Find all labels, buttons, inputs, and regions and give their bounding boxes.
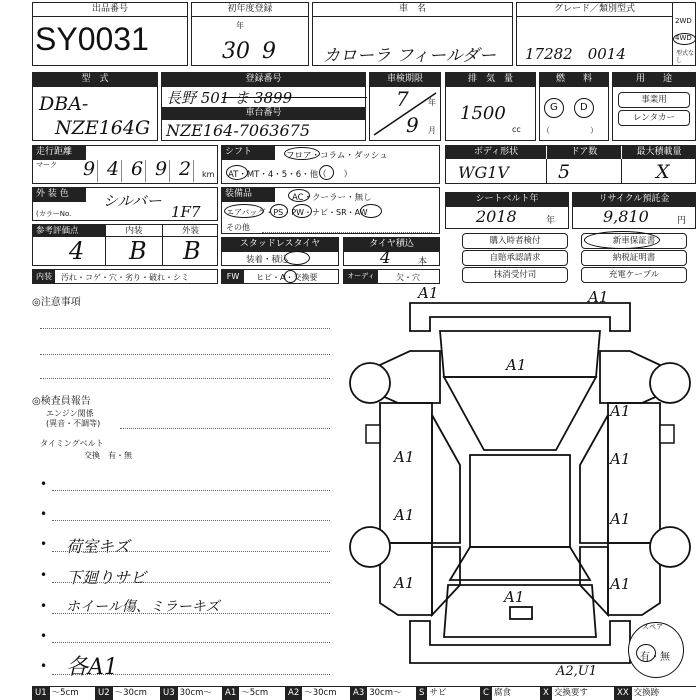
digit-divider	[169, 160, 170, 182]
first-registration-box	[191, 2, 309, 66]
studless-box	[221, 237, 339, 266]
legend-key: A1	[222, 686, 239, 700]
legend-value: 〜5cm	[241, 688, 269, 698]
caution-label: ◎注意事項	[32, 297, 81, 308]
fw-label: FW	[222, 270, 244, 283]
audio-text: 欠・穴	[396, 273, 420, 282]
capacity-label: 最大積載量	[621, 146, 696, 159]
lot-number-box	[32, 2, 188, 66]
inspection-year-unit: 年	[428, 98, 436, 107]
model-label: 型 式	[33, 73, 157, 87]
note-line	[40, 354, 330, 355]
inspection-month-unit: 月	[428, 126, 436, 135]
drive-column	[672, 3, 696, 65]
interior-condition-label: 内装	[33, 270, 55, 283]
equip-ac-circle	[288, 189, 310, 202]
mileage-mark-label: マーク	[36, 161, 57, 169]
handwritten-note: 荷室キズ	[66, 537, 130, 556]
legend-value: 〜30cm	[114, 688, 147, 698]
tire-label: タイヤ積込	[344, 238, 439, 252]
car-name-box	[312, 2, 513, 66]
fuel-other: （ ）	[542, 126, 598, 135]
studless-circle	[284, 251, 310, 265]
grade-label: グレード／類別型式	[517, 3, 672, 17]
legend-value: 交換要す	[553, 688, 588, 698]
legend-value: サビ	[429, 688, 447, 698]
fuel-box	[539, 72, 609, 141]
mileage-label: 走行距離	[33, 146, 86, 160]
legend-key: A2	[285, 686, 302, 700]
bullet: •	[40, 507, 48, 521]
shift-label: シフト	[222, 146, 275, 160]
shift-6-circle	[319, 165, 334, 180]
legend-key: U3	[160, 686, 178, 700]
equip-navi-circle	[360, 204, 382, 218]
tire-value: 4	[380, 248, 391, 268]
equipment-line1: AC・クーラー・無し	[292, 193, 372, 203]
recycle-label: リサイクル預託金	[573, 193, 695, 207]
equipment-label: 装備品	[222, 188, 275, 202]
displacement-box	[445, 72, 536, 141]
equipment-other-label: その他	[226, 223, 250, 232]
damage-label: A1	[610, 575, 631, 593]
recycle-box	[572, 192, 696, 229]
note-line	[52, 674, 330, 675]
audio-label: オーディオ	[344, 270, 378, 283]
legend-value: 30cm〜	[179, 688, 212, 698]
chassis-value: NZE164-7063675	[166, 121, 310, 140]
note-line	[52, 613, 330, 614]
doc-button: 充電ケーブル	[581, 267, 687, 283]
digit-divider	[145, 160, 146, 182]
bullet: •	[40, 659, 48, 673]
legend-item	[285, 686, 337, 700]
month-value: 9	[262, 39, 276, 64]
spare-value: 有・無	[640, 652, 670, 663]
fuel-label: 燃 料	[540, 73, 608, 87]
chassis-label: 車台番号	[162, 107, 365, 120]
studless-label: スタッドレスタイヤ	[222, 238, 338, 252]
model-box	[32, 72, 158, 141]
bullet: •	[40, 477, 48, 491]
use-box	[612, 72, 696, 141]
doc-button: 購入時者検付	[462, 233, 568, 249]
doc-button: 新車保証書	[581, 233, 687, 249]
first-registration-label: 初年度登録	[192, 3, 308, 17]
timing-label: タイミングベルト	[40, 439, 104, 448]
displacement-label: 排 気 量	[446, 73, 535, 87]
use-rental-pill: レンタカー	[618, 110, 690, 126]
doc-button: 自賠承認請求	[462, 250, 568, 266]
capacity-value: X	[656, 161, 670, 183]
shift-at-mt: AT・MT・4・5・6・他（ ）	[228, 170, 353, 180]
damage-label: A1	[610, 450, 631, 468]
damage-label: A1	[394, 574, 415, 592]
mileage-digit: 4	[107, 158, 120, 180]
handwritten-note: 下廻りサビ	[66, 568, 147, 587]
tire-box	[343, 237, 440, 266]
mileage-digit: 9	[83, 158, 96, 180]
digit-divider	[97, 160, 98, 182]
legend-key: X	[540, 686, 552, 700]
handwritten-note: 各A1	[66, 655, 118, 680]
mileage-digit: 2	[179, 158, 192, 180]
car-name-label: 車 名	[313, 3, 512, 17]
registration-value: 長野 501 ま 3899	[166, 89, 293, 107]
legend-item	[614, 686, 659, 700]
equip-ps-circle	[270, 204, 288, 218]
legend-value: 交換跡	[633, 688, 660, 698]
legend-item	[160, 686, 212, 700]
legend-item	[350, 686, 402, 700]
model-line1: DBA-	[39, 93, 89, 115]
no-model-label: 型式なし	[676, 50, 695, 64]
legend-value: 〜30cm	[304, 688, 337, 698]
recycle-value: 9,810	[603, 207, 649, 226]
displacement-value: 1500	[460, 103, 506, 124]
mileage-box	[32, 145, 218, 184]
seatbelt-value: 2018	[476, 207, 517, 226]
legend-item	[95, 686, 147, 700]
body-label: ボディ形状	[446, 146, 546, 159]
col-divider	[621, 159, 622, 184]
legend-value: 腐食	[493, 688, 511, 698]
exterior-value: B	[183, 237, 201, 265]
shift-box	[221, 145, 440, 184]
note-line	[52, 582, 330, 583]
seatbelt-box	[445, 192, 569, 229]
color-number: 1F7	[171, 203, 201, 221]
legend-key: U1	[32, 686, 50, 700]
body-value: WG1V	[458, 163, 509, 182]
interior-condition-text: 汚れ・コゲ・穴・劣り・破れ・シミ	[61, 273, 189, 282]
inspection-month: 9	[406, 113, 419, 137]
equipment-other-line	[262, 232, 432, 233]
handwritten-note: ホイール傷、ミラーキズ	[66, 599, 220, 615]
spare-label: スペア	[642, 623, 663, 631]
timing-text: 交換 有・無	[84, 451, 132, 460]
mileage-digit: 9	[155, 158, 168, 180]
registration-box	[161, 72, 366, 141]
inspection-cross-mark	[370, 87, 440, 141]
spare-circle	[636, 644, 656, 662]
inspection-year: 7	[396, 87, 409, 111]
doc-button: 抹消受付司	[462, 267, 568, 283]
year-unit: 年	[236, 21, 244, 30]
shift-floor-circle	[284, 147, 320, 160]
legend-item	[540, 686, 588, 700]
bullet: •	[40, 599, 48, 613]
grade-box	[516, 2, 696, 66]
legend-key: C	[480, 686, 492, 700]
color-box	[32, 187, 218, 221]
damage-label: A2,U1	[556, 664, 598, 679]
score-box	[32, 224, 218, 266]
fuel-g: G	[550, 102, 558, 113]
fw-box	[221, 269, 339, 284]
doors-label: ドア数	[546, 146, 621, 159]
inspector-label: ◎検査員報告	[32, 396, 91, 407]
drive-2wd: 2WD	[675, 17, 692, 25]
color-number-label: (カラーNo.	[36, 210, 72, 218]
bullet: •	[40, 537, 48, 551]
score-value: 4	[69, 237, 85, 265]
col-divider	[162, 237, 163, 266]
exterior-label: 外装	[162, 225, 218, 237]
shift-at-circle	[226, 165, 248, 180]
legend-key: A3	[350, 686, 367, 700]
seatbelt-unit: 年	[546, 216, 556, 226]
equip-pw-circle	[292, 204, 312, 218]
damage-label: A1	[418, 284, 439, 302]
drive-4wd: 4WD	[675, 34, 692, 42]
digit-divider	[193, 160, 194, 182]
tire-unit: 本	[418, 257, 428, 267]
inspection-box	[369, 72, 441, 141]
equip-airbag-circle	[224, 204, 264, 218]
mileage-unit: km	[202, 170, 215, 179]
bullet: •	[40, 568, 48, 582]
color-value: シルバー	[103, 192, 162, 210]
fw-a-circle	[284, 270, 297, 283]
legend-item	[480, 686, 511, 700]
note-line	[52, 490, 330, 491]
shift-options: フロア・コラム・ダッシュ	[286, 151, 388, 161]
grade-value: 17282 0014	[525, 45, 626, 63]
damage-label: A1	[394, 506, 415, 524]
digit-divider	[121, 160, 122, 182]
legend-value: 〜5cm	[51, 688, 79, 698]
warranty-circle	[584, 231, 660, 249]
equipment-line2: エアバッグ・PS・PW・ナビ・SR・AW	[226, 208, 368, 217]
note-line	[120, 428, 330, 429]
note-line	[40, 328, 330, 329]
score-label: 参考評価点	[33, 225, 105, 237]
registration-label: 登録番号	[162, 73, 365, 87]
use-business-pill: 事業用	[618, 92, 690, 108]
displacement-unit: cc	[512, 125, 521, 134]
fuel-d: D	[580, 102, 588, 113]
legend-value: 30cm〜	[369, 688, 402, 698]
inspection-label: 車検期限	[370, 73, 440, 87]
interior-condition-box	[32, 269, 218, 284]
col-divider	[546, 159, 547, 184]
model-line2: NZE164G	[55, 117, 151, 139]
use-label: 用 途	[613, 73, 695, 87]
doors-value: 5	[558, 161, 571, 183]
interior-label: 内装	[105, 225, 162, 237]
damage-label: A1	[610, 402, 631, 420]
damage-label: A1	[588, 288, 609, 306]
legend-item	[416, 686, 446, 700]
seatbelt-label: シートベルト年	[446, 193, 568, 207]
lot-number: SY0031	[35, 21, 149, 57]
damage-label: A1	[506, 356, 527, 374]
color-label: 外 装 色	[33, 188, 86, 202]
note-line	[52, 551, 330, 552]
equipment-box	[221, 187, 440, 234]
recycle-unit: 円	[677, 216, 687, 226]
legend-key: XX	[614, 686, 632, 700]
damage-label: A1	[394, 448, 415, 466]
legend-item	[222, 686, 268, 700]
body-door-capacity-box	[445, 145, 696, 184]
lot-label: 出品番号	[33, 3, 187, 17]
doc-button: 納税証明書	[581, 250, 687, 266]
car-name-value: カローラ フィールダー	[323, 46, 497, 66]
note-line	[52, 520, 330, 521]
engine-sub: (異音・不調等)	[46, 419, 101, 428]
damage-label: A1	[504, 588, 525, 606]
engine-label: エンジン関係	[46, 409, 94, 418]
mileage-digit: 6	[131, 158, 144, 180]
legend-item	[32, 686, 79, 700]
interior-value: B	[129, 237, 147, 265]
col-divider	[105, 237, 106, 266]
legend-key: U2	[95, 686, 113, 700]
fw-text: ヒビ・A・交換要	[256, 273, 318, 282]
note-line	[40, 378, 330, 379]
bullet: •	[40, 629, 48, 643]
studless-options: 装着・積込	[246, 255, 289, 265]
legend-key: S	[416, 686, 427, 700]
year-value: 30	[222, 39, 250, 64]
registration-strike	[222, 97, 367, 98]
damage-label: A1	[610, 510, 631, 528]
note-line	[52, 642, 330, 643]
